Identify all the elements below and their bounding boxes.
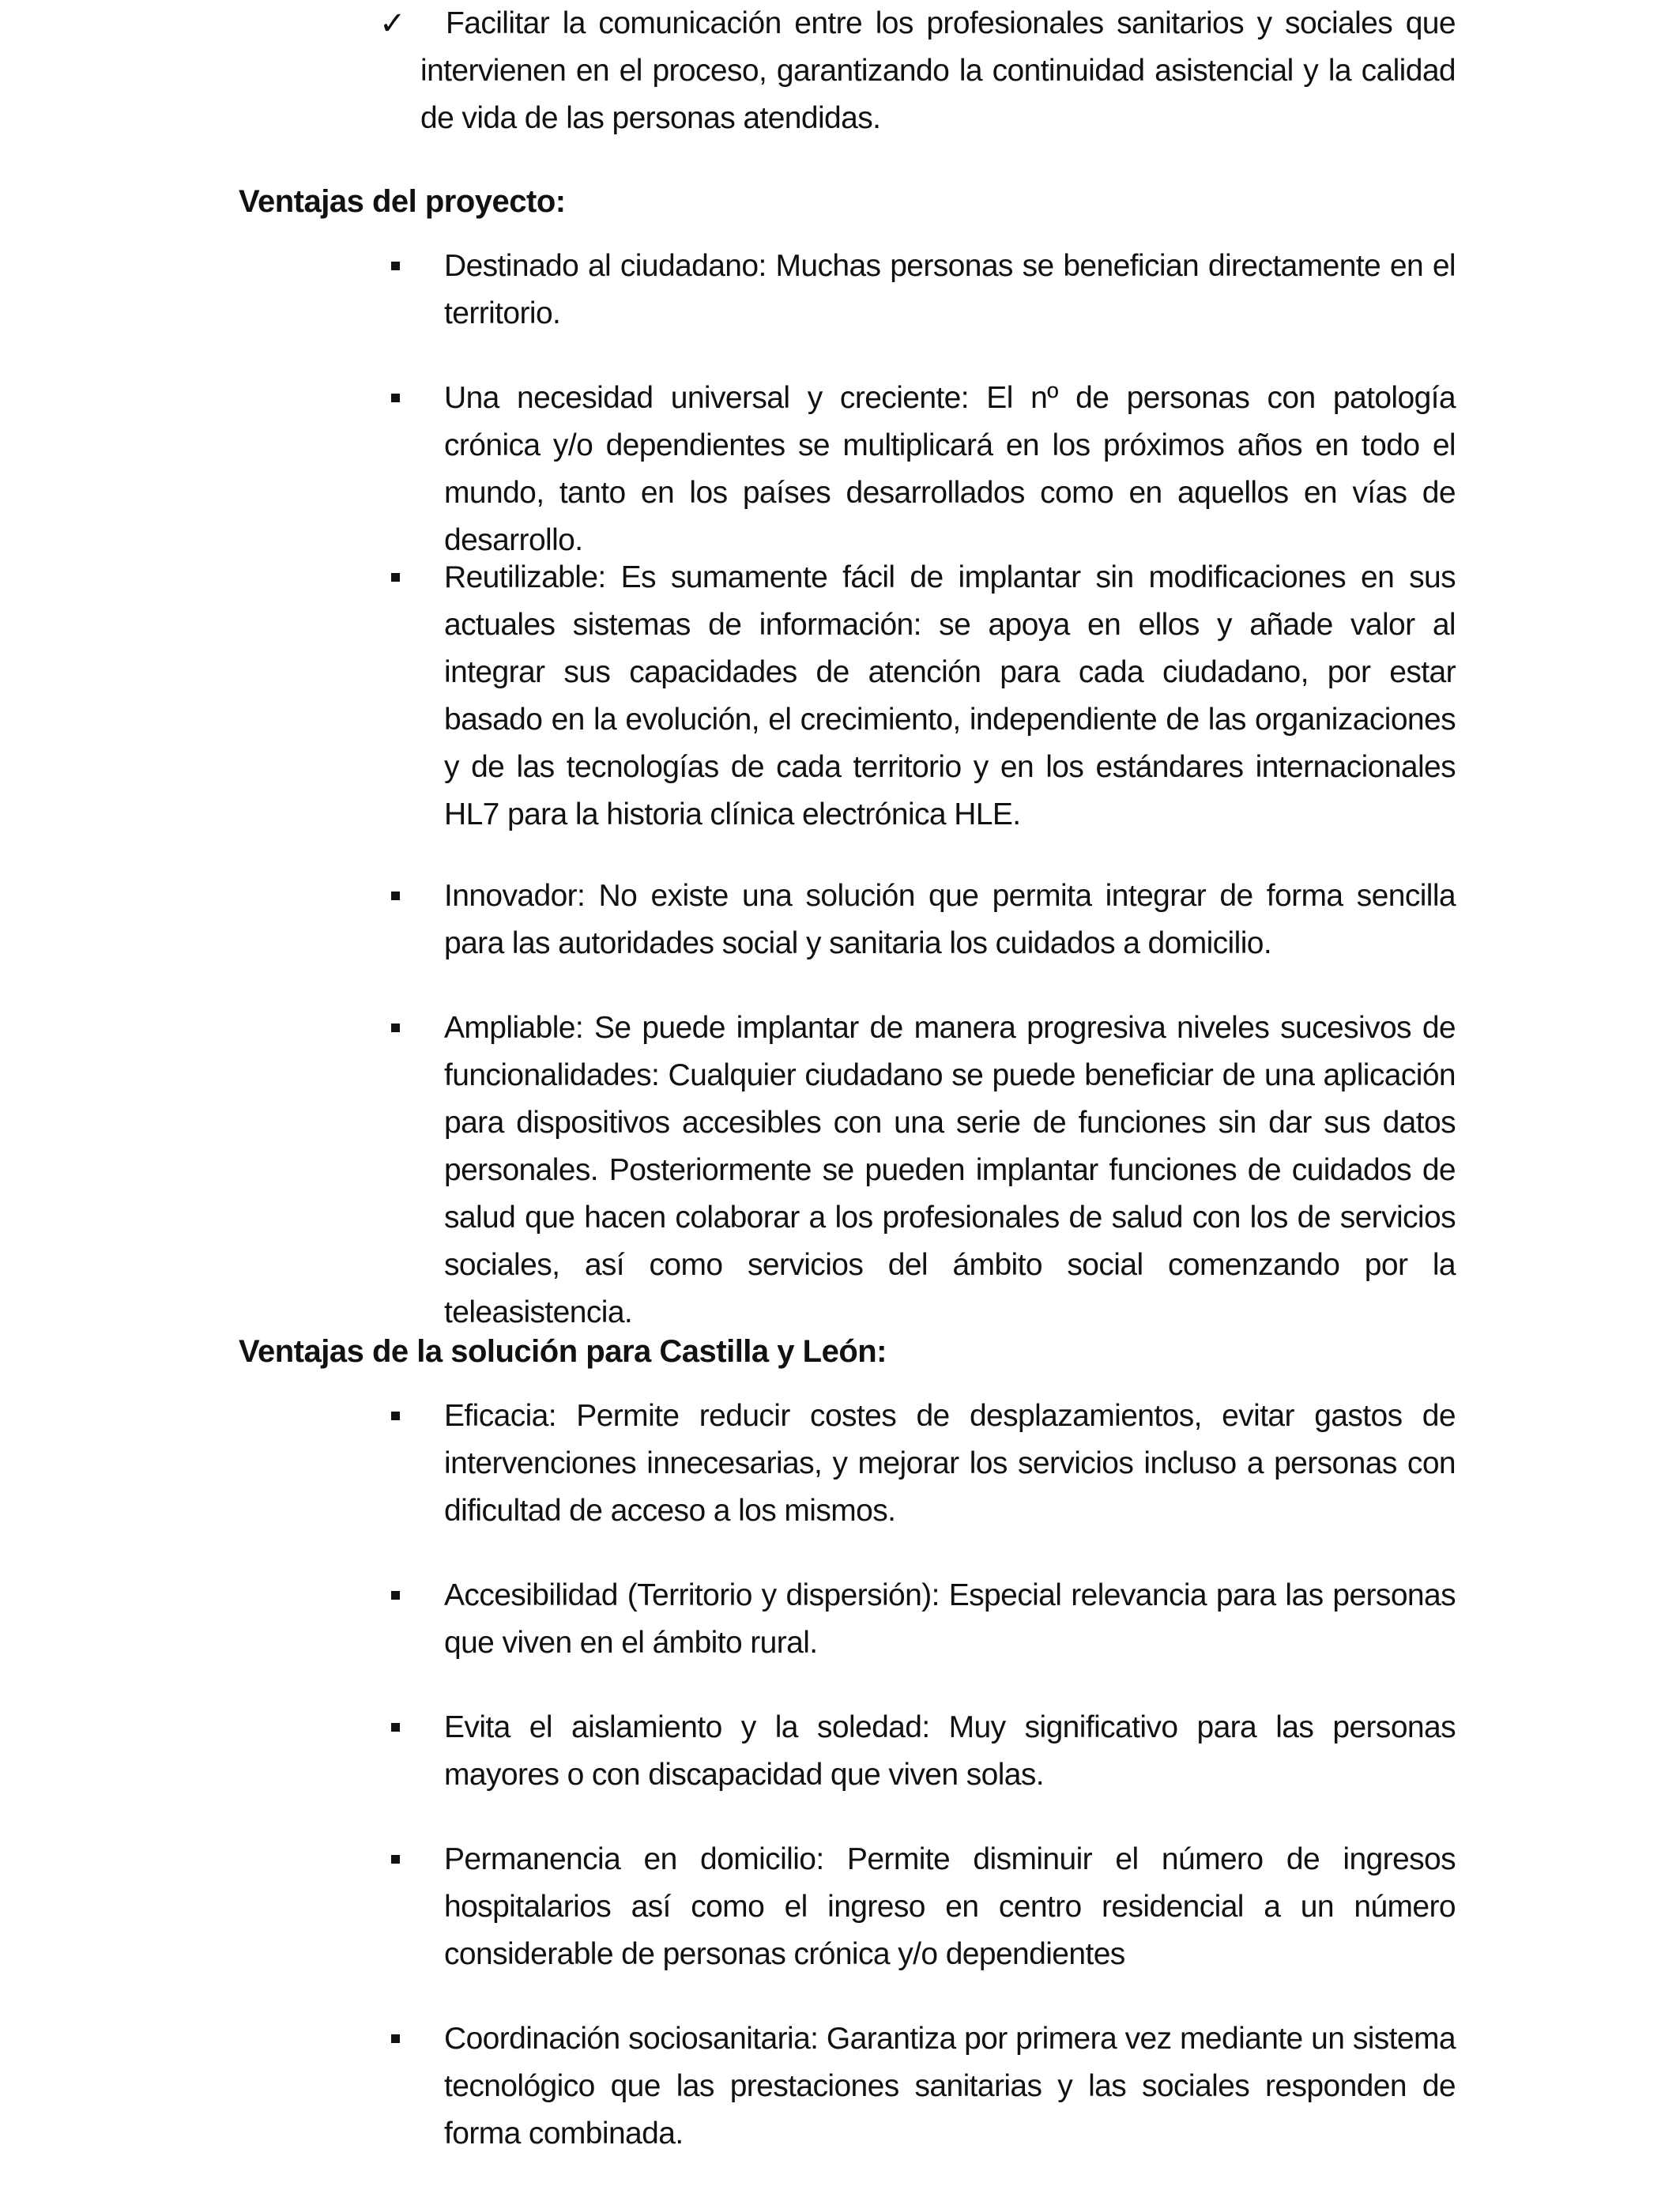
square-bullet-icon: [391, 892, 400, 900]
section-heading-castilla-leon: Ventajas de la solución para Castilla y León:: [239, 1334, 887, 1369]
list-item-project-4: Innovador: No existe una solución que permita integrar de forma sencilla para las autoridades social y sanitaria los cuidados a domicilio.: [444, 879, 1456, 960]
square-bullet-icon: [391, 1023, 400, 1032]
section-heading-project: Ventajas del proyecto:: [239, 184, 566, 219]
list-item-project-2: Una necesidad universal y creciente: El nº de personas con patología crónica y/o dependientes se multiplicará en los próximos años en todo el mundo, tanto en los países desarrollados como en aquellos en vías de desarrollo.: [444, 381, 1456, 557]
check-mark-icon: ✓: [379, 6, 406, 42]
list-item-cyl-4: Permanencia en domicilio: Permite disminuir el número de ingresos hospitalarios así como el ingreso en centro residencial a un número considerable de personas crónica y/o dependientes: [444, 1842, 1456, 1971]
square-bullet-icon: [391, 1723, 400, 1732]
square-bullet-icon: [391, 2034, 400, 2043]
square-bullet-icon: [391, 573, 400, 582]
square-bullet-icon: [391, 394, 400, 402]
list-item-cyl-3: Evita el aislamiento y la soledad: Muy significativo para las personas mayores o con discapacidad que viven solas.: [444, 1710, 1456, 1792]
list-item-project-1: Destinado al ciudadano: Muchas personas se benefician directamente en el territorio.: [444, 249, 1456, 330]
list-item-cyl-1: Eficacia: Permite reducir costes de desplazamientos, evitar gastos de intervenciones innecesarias, y mejorar los servicios incluso a personas con dificultad de acceso a los mismos.: [444, 1399, 1456, 1528]
list-item-project-5: Ampliable: Se puede implantar de manera progresiva niveles sucesivos de funcionalidades: Cualquier ciudadano se puede beneficiar de una aplicación para dispositivos accesibles con una serie de funciones sin dar sus datos personales. Posteriormente se pueden implantar funciones de cuidados de salud que hacen colaborar a los profesionales de salud con los de servicios sociales, así como servicios del ámbito social comenzando por la teleasistencia.: [444, 1011, 1456, 1329]
square-bullet-icon: [391, 262, 400, 270]
square-bullet-icon: [391, 1412, 400, 1420]
list-item-cyl-2: Accesibilidad (Territorio y dispersión): Especial relevancia para las personas que viven en el ámbito rural.: [444, 1578, 1456, 1660]
square-bullet-icon: [391, 1591, 400, 1600]
list-item-project-3: Reutilizable: Es sumamente fácil de implantar sin modificaciones en sus actuales sistemas de información: se apoya en ellos y añade valor al integrar sus capacidades de atención para cada ciudadano, por estar basado en la evolución, el crecimiento, independiente de las organizaciones y de las tecnologías de cada territorio y en los estándares internacionales HL7 para la historia clínica electrónica HLE.: [444, 560, 1456, 831]
list-item-cyl-5: Coordinación sociosanitaria: Garantiza por primera vez mediante un sistema tecnológico que las prestaciones sanitarias y las sociales responden de forma combinada.: [444, 2022, 1456, 2151]
square-bullet-icon: [391, 1855, 400, 1864]
intro-item-text: Facilitar la comunicación entre los profesionales sanitarios y sociales que intervienen en el proceso, garantizando la continuidad asistencial y la calidad de vida de las personas atendidas.: [420, 6, 1456, 135]
